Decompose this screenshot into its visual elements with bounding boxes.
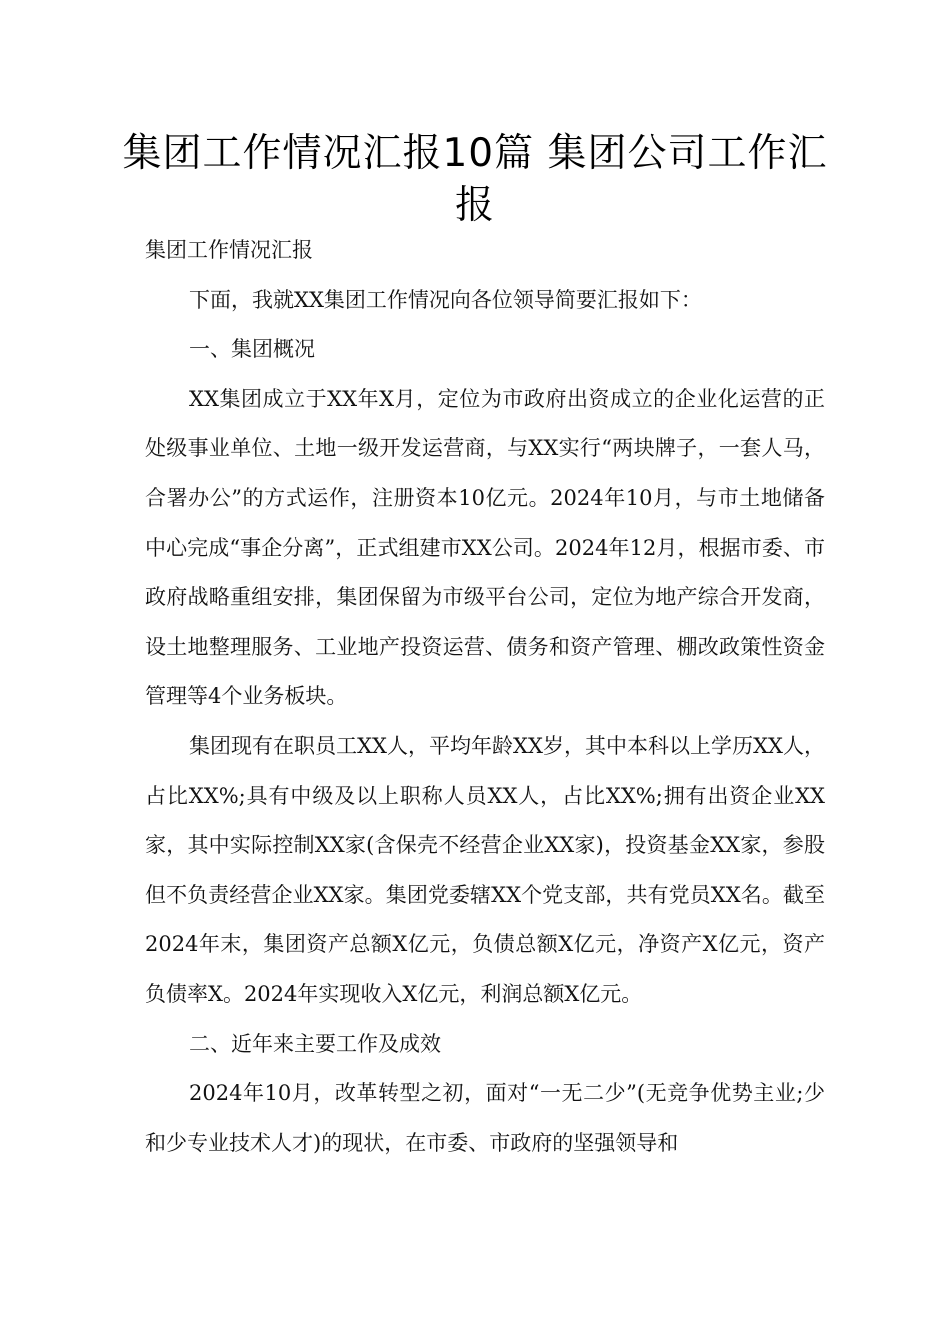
overview-paragraph-1: XX集团成立于XX年X月，定位为市政府出资成立的企业化运营的正处级事业单位、土地一级开发运营商，与XX实行“两块牌子，一套人马，合署办公”的方式运作，注册资本10亿元。2024年10月，与市土地储备中心完成“事企分离”，正式组建市XX公司。2024年12月，根据市委、市政府战略重组安排，集团保留为市级平台公司，定位为地产综合开发商，设土地整理服务、工业地产投资运营、债务和资产管理、棚改政策性资金管理等4个业务板块。 [145, 386, 825, 709]
document-body [145, 226, 825, 1168]
section-heading-overview: 一、集团概况 [189, 337, 315, 362]
overview-paragraph-2: 集团现有在职员工XX人，平均年龄XX岁，其中本科以上学历XX人，占比XX%;具有中级及以上职称人员XX人，占比XX%;拥有出资企业XX家，其中实际控制XX家(含保壳不经营企业XX家)，投资基金XX家，参股但不负责经营企业XX家。集团党委辖XX个党支部，共有党员XX名。截至2024年末，集团资产总额X亿元，负债总额X亿元，净资产X亿元，资产负债率X。2024年实现收入X亿元，利润总额X亿元。 [145, 733, 825, 1006]
section-heading-achievements: 二、近年来主要工作及成效 [189, 1031, 441, 1056]
intro-paragraph: 下面，我就XX集团工作情况向各位领导简要汇报如下： [189, 287, 702, 312]
achievements-paragraph: 2024年10月，改革转型之初，面对“一无二少”(无竞争优势主业;少和少专业技术人才)的现状，在市委、市政府的坚强领导和 [145, 1081, 825, 1155]
section-heading: 集团工作情况汇报 [145, 238, 313, 262]
document-title: 集团工作情况汇报10篇 集团公司工作汇报 [122, 131, 828, 228]
